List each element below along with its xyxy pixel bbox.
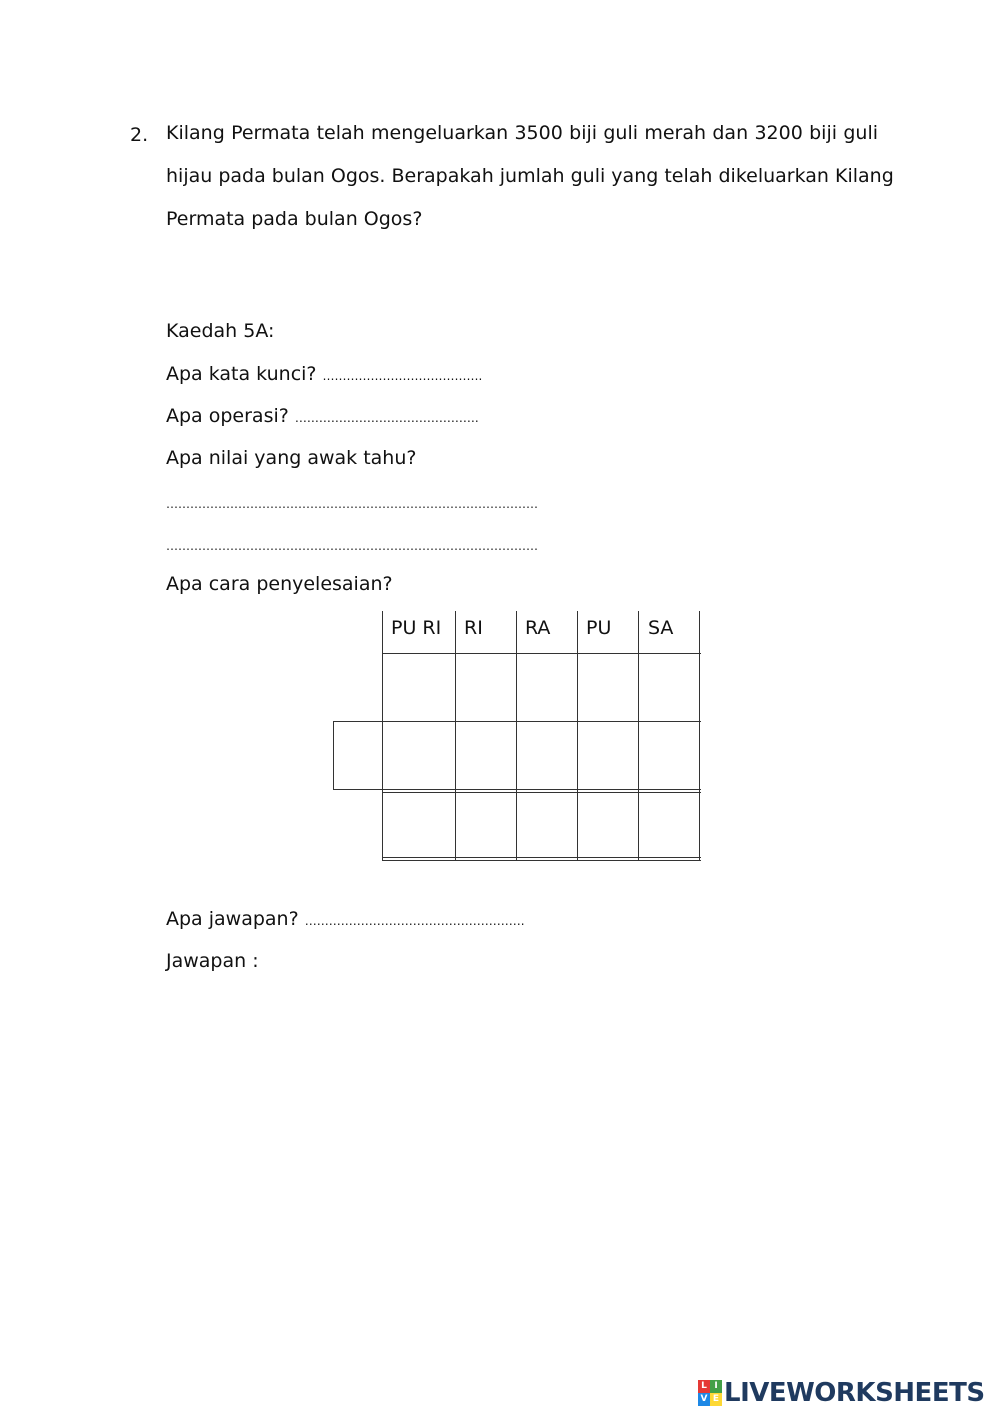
logo-mark-letter: L [698,1380,710,1393]
keyword-label: Apa kata kunci? [166,363,317,385]
grid-hline [382,860,701,861]
grid-hline [382,789,701,790]
grid-hline [382,792,701,793]
logo-text: LIVEWORKSHEETS [724,1378,985,1408]
grid-vline [577,611,578,860]
answer-question-label: Apa jawapan? [166,908,299,930]
known-values-blank-2[interactable]: ………………………………………………………………………………… [166,539,538,553]
question-line-3: Permata pada bulan Ogos? [166,208,423,230]
grid-hline [382,721,701,722]
operator-box[interactable] [333,721,383,790]
header-ri: RI [464,617,483,639]
answer-label: Jawapan : [166,950,259,972]
header-ra: RA [525,617,551,639]
grid-vline [382,611,383,860]
known-values-blank-1[interactable]: ………………………………………………………………………………… [166,497,538,511]
logo-mark-icon [698,1380,722,1406]
grid-vline [455,611,456,860]
question-number: 2. [130,124,149,146]
keyword-blank[interactable]: …………………………………. [322,369,483,383]
answer-question-row [166,908,525,930]
logo-mark-letter: I [710,1380,722,1393]
method-title: Kaedah 5A: [166,320,275,342]
header-sa: SA [648,617,674,639]
header-pu: PU [586,617,612,639]
answer-question-blank[interactable]: ………………………………………………. [304,914,525,928]
header-pu-ri: PU RI [391,617,442,639]
operation-label: Apa operasi? [166,405,289,427]
grid-vline [699,611,700,860]
grid-hline [382,653,701,654]
question-text [166,112,894,241]
question-line-2: hijau pada bulan Ogos. Berapakah jumlah guli yang telah dikeluarkan Kilang [166,165,894,187]
solution-label: Apa cara penyelesaian? [166,573,393,595]
operation-blank[interactable]: ………………………………………. [294,411,479,425]
place-value-table [382,611,702,861]
grid-vline [638,611,639,860]
logo-mark-letter: V [698,1393,710,1406]
logo-mark-letter: E [710,1393,722,1406]
known-values-label: Apa nilai yang awak tahu? [166,447,417,469]
question-line-1: Kilang Permata telah mengeluarkan 3500 biji guli merah dan 3200 biji guli [166,122,878,144]
keyword-row [166,363,482,385]
liveworksheets-logo [698,1378,985,1408]
grid-hline [382,857,701,858]
operation-row [166,405,479,427]
grid-vline [516,611,517,860]
